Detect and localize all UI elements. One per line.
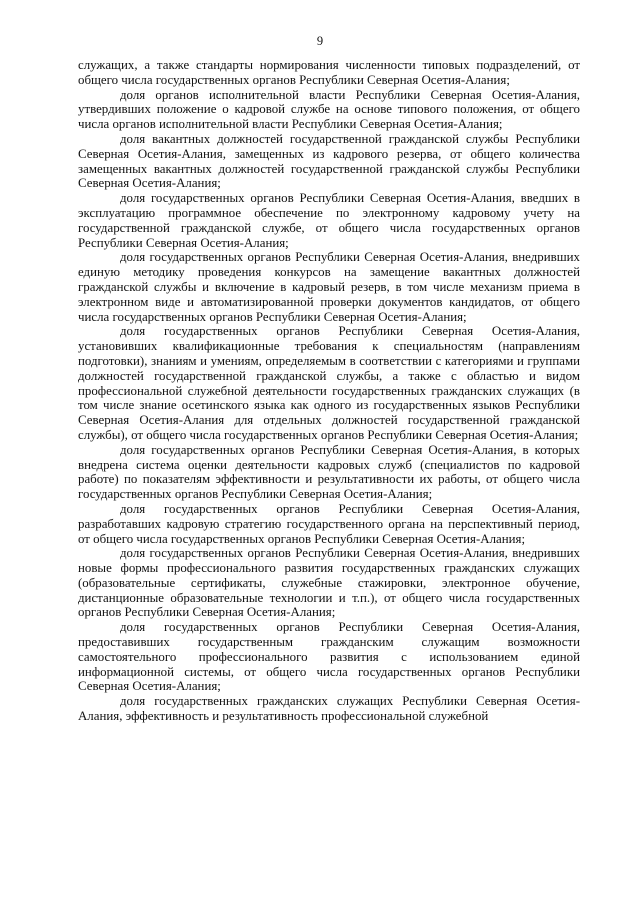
page-number: 9 bbox=[316, 34, 324, 48]
paragraph-continuation: служащих, а также стандарты нормирования численности типовых подразделений, от общего числа государственных органов Республики Северная Осетия-Алания; bbox=[78, 58, 580, 87]
paragraph-civil-servants-efficiency: доля государственных гражданских служащих Республики Северная Осетия-Алания, эффективность и результативность профессиональной служебной bbox=[78, 694, 580, 724]
paragraph-unified-competition-method: доля государственных органов Республики Северная Осетия-Алания, внедривших единую методику проведения конкурсов на замещение вакантных должностей гражданской службы и включение в кадровый резерв, в том числе механизм приема в электронном виде и автоматизированной проверки документов кандидатов, от общего числа государственных органов Республики Северная Осетия-Алания; bbox=[78, 250, 580, 324]
paragraph-qualification-requirements: доля государственных органов Республики Северная Осетия-Алания, установивших квалификационные требования к специальностям (направлениям подготовки), знаниям и умениям, определяемым в соответствии с категориями и группами должностей государственной гражданской службы, а также с областью и видом профессиональной служебной деятельности государственных гражданских служащих (в том числе знание осетинского языка как одного из государственных языков Республики Северная Осетия-Алания для отдельных должностей государственной гражданской службы), от общего числа государственных органов Республики Северная Осетия-Алания; bbox=[78, 324, 580, 442]
document-body bbox=[78, 58, 580, 724]
paragraph-electronic-hr-accounting: доля государственных органов Республики Северная Осетия-Алания, введших в эксплуатацию программное обеспечение по электронному кадровому учету на государственной гражданской службе, от общего числа государственных органов Республики Северная Осетия-Алания; bbox=[78, 191, 580, 250]
paragraph-vacancies-filled-from-reserve: доля вакантных должностей государственной гражданской службы Республики Северная Осетия-Алания, замещенных из кадрового резерва, от общего количества замещенных вакантных должностей государственной гражданской службы Республики Северная Осетия-Алания; bbox=[78, 131, 580, 191]
paragraph-hr-strategy: доля государственных органов Республики Северная Осетия-Алания, разработавших кадровую стратегию государственного органа на перспективный период, от общего числа государственных органов Республики Северная Осетия-Алания; bbox=[78, 501, 580, 546]
paragraph-hr-service-evaluation: доля государственных органов Республики Северная Осетия-Алания, в которых внедрена система оценки деятельности кадровых служб (специалистов по кадровой работе) по показателям эффективности и результативности их работы, от общего числа государственных органов Республики Северная Осетия-Алания; bbox=[78, 442, 580, 502]
paragraph-self-development-information-system: доля государственных органов Республики Северная Осетия-Алания, предоставивших государственным гражданским служащим возможности самостоятельного профессионального развития с использованием единой информационной системы, от общего числа государственных органов Республики Северная Осетия-Алания; bbox=[78, 620, 580, 694]
paragraph-executive-bodies-hr-regulation: доля органов исполнительной власти Республики Северная Осетия-Алания, утвердивших положение о кадровой службе на основе типового положения, от общего числа органов исполнительной власти Республики Северная Осетия-Алания; bbox=[78, 87, 580, 132]
paragraph-professional-development-forms: доля государственных органов Республики Северная Осетия-Алания, внедривших новые формы профессионального развития государственных гражданских служащих (образовательные сертификаты, служебные стажировки, электронное обучение, дистанционные образовательные технологии и т.п.), от общего числа государственных органов Республики Северная Осетия-Алания; bbox=[78, 546, 580, 620]
